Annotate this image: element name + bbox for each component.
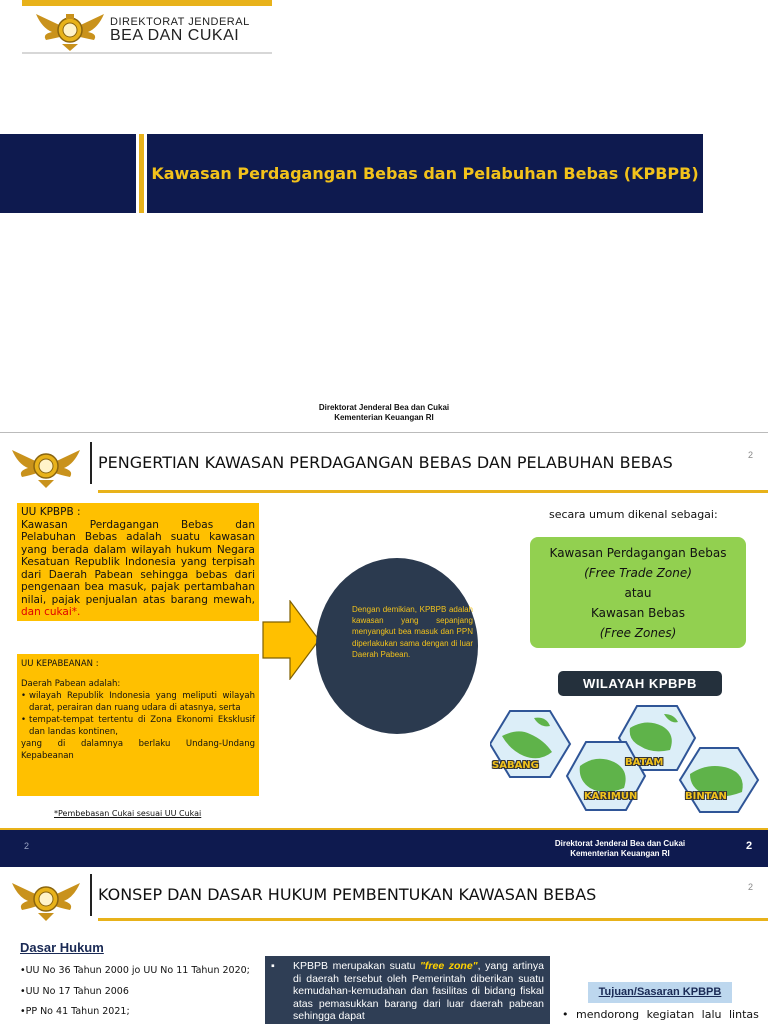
header-gold-rule bbox=[98, 490, 768, 493]
bullet-icon: ▪ bbox=[271, 960, 275, 972]
green-line-5: (Free Zones) bbox=[599, 626, 677, 640]
free-zone-quote: "free zone" bbox=[419, 960, 478, 972]
page-number: 2 bbox=[748, 882, 754, 892]
logo-bottom-line bbox=[22, 52, 272, 54]
uu-kepabeanan-tail: yang di dalamnya berlaku Undang-Undang Kepabeanan bbox=[21, 739, 255, 761]
law-item-2: •UU No 17 Tahun 2006 bbox=[20, 986, 129, 997]
uu-kepabeanan-bullet-1: • wilayah Republik Indonesia yang meliputi wilayah darat, perairan dan ruang udara di atasnya, serta bbox=[21, 691, 255, 713]
footer-page-right: 2 bbox=[746, 840, 753, 852]
footer-org bbox=[530, 839, 710, 858]
bea-cukai-emblem-icon bbox=[10, 442, 82, 495]
header-divider bbox=[90, 874, 92, 916]
uu-kpbpb-body bbox=[21, 519, 255, 619]
dasar-hukum-title: Dasar Hukum bbox=[20, 940, 104, 955]
footer-page-left: 2 bbox=[24, 841, 30, 851]
header-divider bbox=[90, 442, 92, 484]
green-line-1: Kawasan Perdagangan Bebas bbox=[549, 546, 727, 560]
bintan-map bbox=[680, 748, 758, 812]
logo-text-directorate: DIREKTORAT JENDERAL bbox=[110, 16, 250, 28]
uu-kpbpb-box bbox=[17, 503, 259, 621]
footer-line-1: Direktorat Jenderal Bea dan Cukai bbox=[318, 403, 450, 412]
uu-kepabeanan-intro: Daerah Pabean adalah: bbox=[21, 679, 121, 689]
right-arrow-icon bbox=[262, 600, 320, 685]
tujuan-item: • mendorong kegiatan lalu lintas bbox=[562, 1008, 759, 1021]
kpbpb-post: , yang artinya di daerah tersebut oleh Pemerintah diberikan suatu kemudahan-kemudahan dan fasilitas di bidang fiskal atas pemasukkan barang dari luar daerah pabean sehingga dapat bbox=[293, 960, 544, 1022]
green-line-4: Kawasan Bebas bbox=[590, 606, 686, 620]
header-gold-rule bbox=[98, 918, 768, 921]
slide-1-footer bbox=[234, 403, 534, 423]
wilayah-kpbpb-label: WILAYAH KPBPB bbox=[558, 671, 722, 696]
slide-separator bbox=[0, 432, 768, 433]
footnote: *Pembebasan Cukai sesuai UU Cukai bbox=[54, 809, 202, 818]
green-line-3: atau bbox=[624, 586, 652, 600]
slide-3-heading: KONSEP DAN DASAR HUKUM PEMBENTUKAN KAWASAN BEBAS bbox=[98, 885, 597, 904]
uu-kpbpb-highlight: dan cukai bbox=[21, 606, 72, 618]
uu-kpbpb-title: UU KPBPB : bbox=[21, 506, 81, 518]
slide-1-title: Kawasan Perdagangan Bebas dan Pelabuhan Bebas (KPBPB) bbox=[151, 164, 699, 183]
slide-2 bbox=[0, 432, 768, 868]
uu-kpbpb-suffix: *. bbox=[71, 606, 81, 618]
banner-left-block bbox=[0, 134, 136, 213]
summary-circle-text: Dengan demikian, KPBPB adalah kawasan yang sepanjang menyangkut bea masuk dan PPN diperlakukan sama dengan di luar Daerah Pabean. bbox=[352, 605, 473, 659]
bea-cukai-emblem-icon bbox=[10, 874, 82, 929]
slide-2-heading: PENGERTIAN KAWASAN PERDAGANGAN BEBAS DAN PELABUHAN BEBAS bbox=[98, 453, 673, 472]
region-label-bintan: BINTAN bbox=[685, 791, 727, 802]
uu-kepabeanan-title: UU KEPABEANAN : bbox=[21, 659, 99, 669]
free-zone-box bbox=[530, 537, 746, 648]
bullet-2-text: tempat-tempat tertentu di Zona Ekonomi Eksklusif dan landas kontinen, bbox=[29, 715, 255, 737]
slide-3 bbox=[0, 868, 768, 1024]
bea-cukai-emblem-icon bbox=[32, 8, 108, 57]
uu-kepabeanan-box bbox=[17, 654, 259, 796]
green-line-2: (Free Trade Zone) bbox=[584, 566, 692, 580]
uu-kepabeanan-bullet-2: • tempat-tempat tertentu di Zona Ekonomi Eksklusif dan landas kontinen, bbox=[21, 715, 255, 737]
logo-text-bea-cukai: BEA DAN CUKAI bbox=[110, 27, 240, 44]
kpbpb-definition-text bbox=[293, 960, 544, 1023]
slide-1 bbox=[0, 0, 768, 432]
bullet-1-text: wilayah Republik Indonesia yang meliputi wilayah darat, perairan dan ruang udara di atasnya, serta bbox=[29, 691, 255, 713]
tujuan-title: Tujuan/Sasaran KPBPB bbox=[588, 982, 732, 1003]
known-as-label: secara umum dikenal sebagai: bbox=[549, 508, 718, 521]
kpbpb-definition-box bbox=[265, 956, 550, 1024]
region-label-karimun: KARIMUN bbox=[584, 791, 638, 802]
kpbpb-definition bbox=[271, 960, 544, 1023]
uu-kpbpb-text: Kawasan Perdagangan Bebas dan Pelabuhan Bebas adalah suatu kawasan yang berada dalam wilayah hukum Negara Kesatuan Republik Indonesia yang terpisah dari Daerah Pabean sehingga bebas dari pengenaan bea masuk, pajak pertambahan nilai, pajak penjualan atas barang mewah, bbox=[21, 518, 255, 606]
logo-top-bar bbox=[22, 0, 272, 6]
region-label-sabang: SABANG bbox=[492, 760, 539, 771]
kpbpb-pre: KPBPB merupakan suatu bbox=[293, 960, 420, 972]
footer-line-2: Kementerian Keuangan RI bbox=[334, 413, 434, 422]
footer-org-line-1: Direktorat Jenderal Bea dan Cukai bbox=[554, 839, 686, 848]
banner-gold-stripe bbox=[139, 134, 144, 213]
region-label-batam: BATAM bbox=[625, 757, 664, 768]
page-number: 2 bbox=[748, 450, 754, 460]
law-item-1: •UU No 36 Tahun 2000 jo UU No 11 Tahun 2020; bbox=[20, 965, 250, 976]
footer-org-line-2: Kementerian Keuangan RI bbox=[570, 848, 670, 858]
law-item-3: •PP No 41 Tahun 2021; bbox=[20, 1006, 130, 1017]
